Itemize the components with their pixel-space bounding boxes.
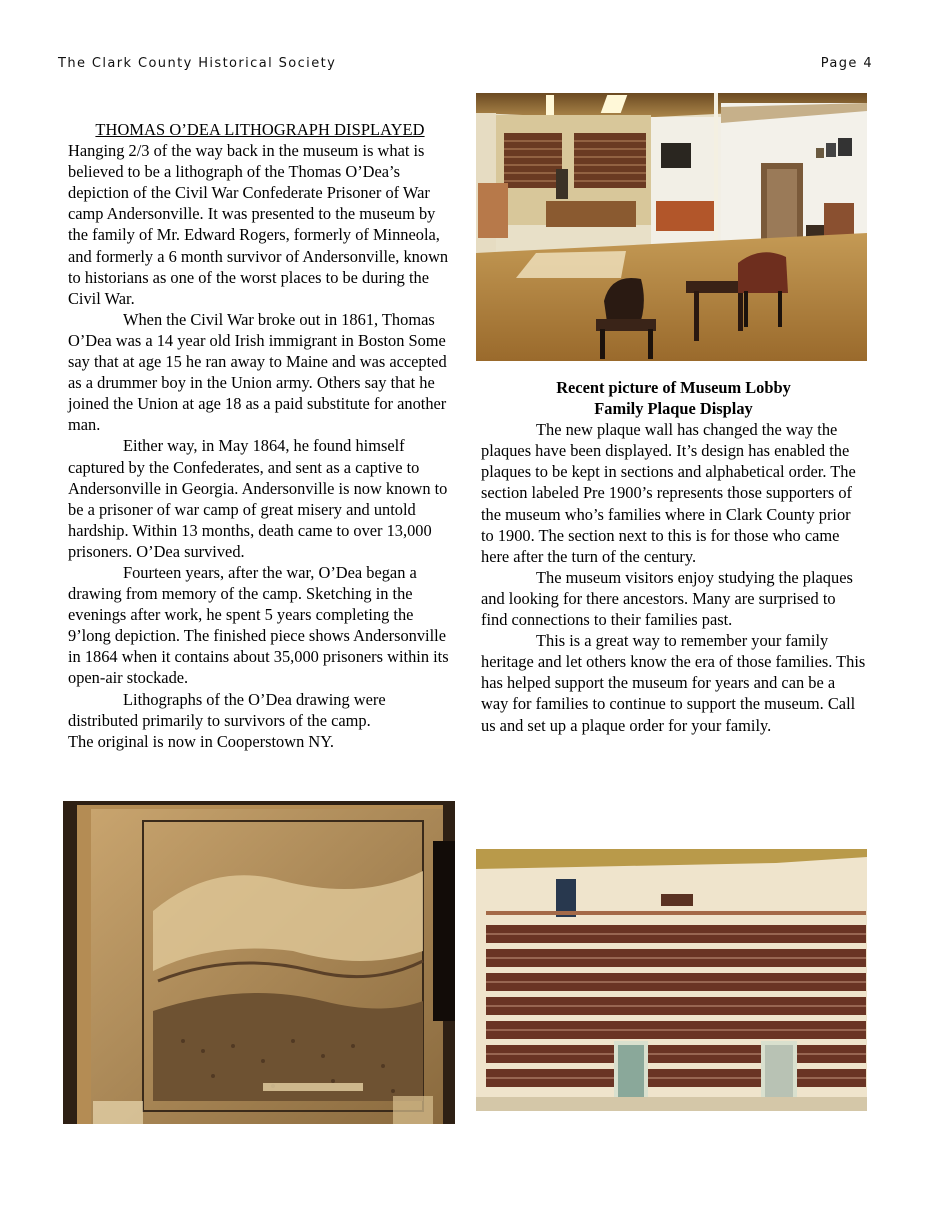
plaque-article <box>481 377 866 736</box>
odea-article <box>68 119 452 752</box>
article-paragraph: When the Civil War broke out in 1861, Thomas O’Dea was a 14 year old Irish immigrant in Boston Some say that at age 15 he ran away to Maine and was accepted as a drummer boy in the Union army. Others say that he joined the Union at age 18 as a paid substitute for another man. <box>68 309 447 435</box>
article-title: THOMAS O’DEA LITHOGRAPH DISPLAYED <box>95 120 425 139</box>
article-paragraph: Either way, in May 1864, he found himself captured by the Confederates, and sent as a captive to Andersonville in Georgia. Andersonville is now known to be a prisoner of war camp of great misery and untold hardship. Within 13 months, death came to over 13,000 prisoners. O’Dea survived. <box>68 436 448 561</box>
article-paragraph: Lithographs of the O’Dea drawing were distributed primarily to survivors of the camp. <box>68 689 386 730</box>
article-paragraph: The museum visitors enjoy studying the plaques and looking for there ancestors. Many are surprised to find connections to their families past. <box>481 567 853 630</box>
article-paragraph: This is a great way to remember your family heritage and let others know the era of those families. This has helped support the museum for years and can be a way for families to continue to support the museum. Call us and set up a plaque order for your family. <box>481 631 866 735</box>
andersonville-lithograph-photo <box>63 801 455 1124</box>
family-plaque-wall-photo <box>476 849 867 1111</box>
article-paragraph: The new plaque wall has changed the way the plaques have been displayed. It’s design has enabled the plaques to be kept in sections and alphabetical order. The section labeled Pre 1900’s represents those supporters of the museum who’s families where in Clark County prior to 1900. The section next to this is for those who came here after the turn of the century. <box>481 420 856 566</box>
article-paragraph: Fourteen years, after the war, O’Dea began a drawing from memory of the camp. Sketching in the evenings after work, he spent 5 years completing the 9’long depiction. The finished piece shows Andersonville in 1864 when it contains about 35,000 prisoners within its open-air stockade. <box>68 562 449 688</box>
article-paragraph: Hanging 2/3 of the way back in the museum is what is believed to be a lithograph of the Thomas O’Dea’s depiction of the Civil War Confederate Prisoner of War camp Andersonville. It was presented to the museum by the family of Mr. Edward Rogers, formerly of Minneola, and formerly a 6 month survivor of Andersonville, known to historians as one of the worst places to be during the Civil War. <box>68 141 449 308</box>
museum-lobby-photo <box>476 93 867 361</box>
lobby-photo-caption: Recent picture of Museum Lobby <box>556 378 791 397</box>
article-paragraph: The original is now in Cooperstown NY. <box>68 731 335 751</box>
page-number: Page 4 <box>820 56 873 71</box>
running-header-title: The Clark County Historical Society <box>58 56 337 71</box>
plaque-section-title: Family Plaque Display <box>594 399 753 419</box>
